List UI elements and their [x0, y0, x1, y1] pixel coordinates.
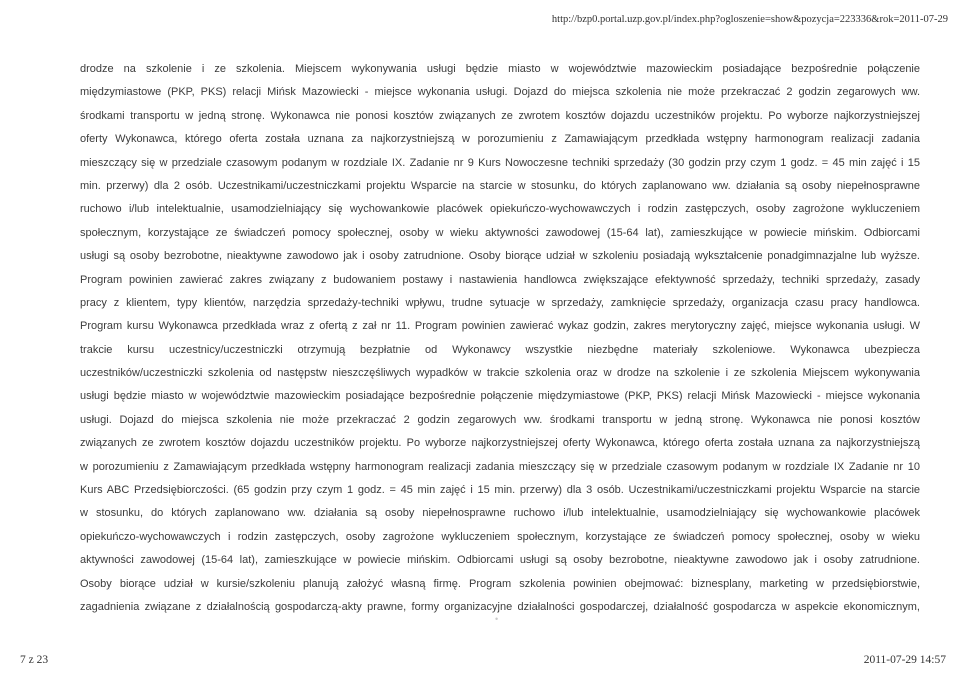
page-url-header: http://bzp0.portal.uzp.gov.pl/index.php?ogloszenie=show&pozycja=223336&rok=2011-07-29 — [551, 14, 948, 25]
body-text — [80, 58, 920, 619]
text-line: środkami transportu w jedną stronę. Wykonawca nie ponosi kosztów związanych ze zwrotem kosztów dojazdu uczestników projektu. Po wyborze najkorzystniejszej — [80, 109, 920, 122]
text-line: międzymiastowe (PKP, PKS) relacji Mińsk Mazowiecki - miejsce wykonania usługi. Dojazd do miejsca szkolenia nie może przekraczać 2 godzin zegarowych ww. — [80, 86, 920, 99]
text-line: Kurs ABC Przedsiębiorczości. (65 godzin przy czym 1 godz. = 45 min zajęć i 15 min. przerwy) dla 3 osób. Uczestnikami/uczestniczkami projektu Wsparcie na starcie — [80, 484, 920, 497]
text-line: w stosunku, do których zaplanowano ww. działania są osoby niepełnosprawne ruchowo i/lub intelektualnie, usamodzielniający się wychowankowie placówek — [80, 507, 920, 520]
text-line: w porozumieniu z Zamawiającym przedkłada wstępny harmonogram realizacji zadania mieszczący się w przedziale czasowym podanym w rozdziale IX Zadanie nr 10 — [80, 460, 920, 473]
text-line: Osoby biorące udział w kursie/szkoleniu planują założyć własną firmę. Program szkolenia powinien obejmować: biznesplany, marketing w przedsiębiorstwie, — [80, 577, 920, 590]
text-line: Program kursu Wykonawca przedkłada wraz z ofertą z zał nr 11. Program powinien zawierać wykaz godzin, zakres merytoryczny zajęć, miejsce wykonania usługi. W — [80, 320, 920, 333]
text-line: usługi są osoby bezrobotne, nieaktywne zawodowo jak i osoby zatrudnione. Osoby biorące udział w szkoleniu posiadają wykształcenie ponadgimnazjalne lub wyższe. — [80, 250, 920, 263]
text-line: społecznym, korzystające ze świadczeń pomocy społecznej, osoby w wieku aktywności zawodowej (15-64 lat), zamieszkujące w powiecie mińskim. Odbiorcami — [80, 226, 920, 239]
text-line: mieszczący się w przedziale czasowym podanym w rozdziale IX. Zadanie nr 9 Kurs Nowoczesne techniki sprzedaży (30 godzin przy czym 1 godz. = 45 min zajęć i 15 — [80, 156, 920, 169]
text-line: usługi będzie miasto w województwie mazowieckim posiadające bezpośrednie połączenie międzymiastowe (PKP, PKS) relacji Mińsk Mazowiecki - miejsce wykonania — [80, 390, 920, 403]
text-line: pracy z klientem, typy klientów, narzędzia sprzedaży-techniki wpływu, trudne sytuacje w sprzedaży, zamknięcie sprzedaży, organizacja czasu pracy handlowca. — [80, 296, 920, 309]
text-line: trakcie kursu uczestnicy/uczestniczki otrzymują bezpłatnie od Wykonawcy wszystkie niezbędne materiały szkoleniowe. Wykonawca ubezpiecza — [80, 343, 920, 356]
print-timestamp: 2011-07-29 14:57 — [863, 654, 946, 666]
page-number: 7 z 23 — [20, 654, 49, 666]
text-line: usługi. Dojazd do miejsca szkolenia nie może przekraczać 2 godzin zegarowych ww. środkami transportu w jedną stronę. Wykonawca nie ponosi kosztów — [80, 413, 920, 426]
text-line: aktywności zawodowej (15-64 lat), zamieszkujące w powiecie mińskim. Odbiorcami usługi są osoby bezrobotne, nieaktywne zawodowo jak i osoby zatrudnione. — [80, 554, 920, 567]
text-line: oferty Wykonawca, którego oferta została uznana za najkorzystniejszą w porozumieniu z Zamawiającym przedkłada wstępny harmonogram realizacji zadania — [80, 133, 920, 146]
text-line: Program powinien zawierać zakres związany z budowaniem postawy i nastawienia handlowca zwiększające efektywność sprzedaży, techniki sprzedaży, zasady — [80, 273, 920, 286]
scan-speck: • — [495, 614, 499, 624]
text-line: ruchowo i/lub intelektualnie, usamodzielniający się wychowankowie placówek opiekuńczo-wychowawczych i rodzin zastępczych, osoby zagrożone wykluczeniem — [80, 203, 920, 216]
text-line: zagadnienia związane z działalnością gospodarczą-akty prawne, formy organizacyjne działalności gospodarczej, działalność gospodarcza w aspekcie ekonomicznym, — [80, 600, 920, 613]
text-line: drodze na szkolenie i ze szkolenia. Miejscem wykonywania usługi będzie miasto w województwie mazowieckim posiadające bezpośrednie połączenie — [80, 63, 920, 75]
text-line: opiekuńczo-wychowawczych i rodzin zastępczych, osoby zagrożone wykluczeniem społecznym, korzystające ze świadczeń pomocy społecznej, osoby w wieku — [80, 530, 920, 543]
text-line: związanych ze zwrotem kosztów dojazdu uczestników projektu. Po wyborze najkorzystniejszej oferty Wykonawca, którego oferta została uznana za najkorzystniejszą — [80, 437, 920, 450]
text-line: uczestników/uczestniczki szkolenia od następstw nieszczęśliwych wypadków w trakcie szkolenia oraz w drodze na szkolenie i ze szkolenia Miejscem wykonywania — [80, 367, 920, 380]
text-line: min. przerwy) dla 2 osób. Uczestnikami/uczestniczkami projektu Wsparcie na starcie w stosunku, do których zaplanowano ww. działania są osoby niepełnosprawne — [80, 179, 920, 192]
